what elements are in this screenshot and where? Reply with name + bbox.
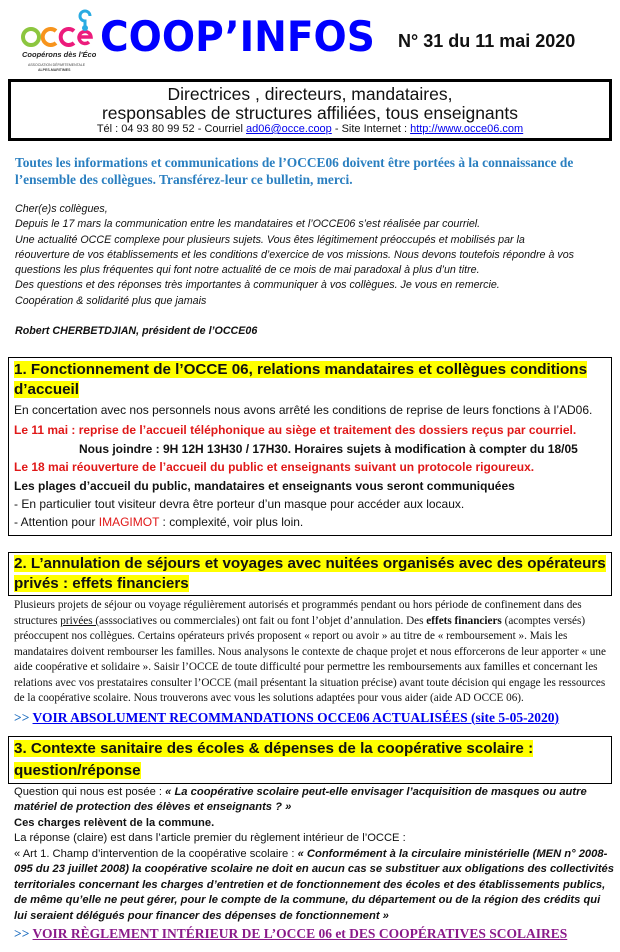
mask-notice: - En particulier tout visiteur devra être porteur d’un masque pour accéder aux locaux. bbox=[14, 497, 465, 512]
arrow-icon: >> bbox=[14, 926, 33, 942]
svg-text:ASSOCIATION DÉPARTEMENTALE: ASSOCIATION DÉPARTEMENTALE bbox=[28, 63, 86, 67]
letter bbox=[15, 202, 612, 309]
email-link[interactable]: ad06@occe.coop bbox=[246, 123, 332, 135]
section-1-heading: 1. Fonctionnement de l’OCCE 06, relations mandataires et collègues conditions d’accueil bbox=[14, 361, 588, 399]
imagimot-notice bbox=[14, 513, 606, 531]
newsletter-title: COOP’INFOS bbox=[100, 12, 375, 61]
reception-notice: Les plages d’accueil du public, mandataires et enseignants vous seront communiquées bbox=[14, 479, 515, 494]
svg-text:ALPES-MARITIMES: ALPES-MARITIMES bbox=[38, 68, 71, 72]
bold-text: effets financiers bbox=[426, 614, 502, 627]
contact-line bbox=[11, 123, 609, 136]
audience-banner bbox=[8, 79, 612, 141]
svg-text:Coopérons dès l'École: Coopérons dès l'École bbox=[22, 50, 96, 59]
phone-reopening-notice: Le 11 mai : reprise de l’accueil téléphonique au siège et traitement des dossiers reçus par courriel. bbox=[14, 423, 577, 438]
banner-line-2: responsables de structures affiliées, tous enseignants bbox=[101, 103, 519, 123]
recommendations-link[interactable]: VOIR ABSOLUMENT RECOMMANDATIONS OCCE06 ACTUALISÉES (site 5-05-2020) bbox=[32, 709, 560, 725]
letter-line: réouverture de vos établissements et les conditions d’exercice de vos missions. Nous devons toutefois répondre à vos bbox=[15, 248, 575, 261]
section-3-text bbox=[14, 785, 614, 925]
section-2-heading: 2. L’annulation de séjours et voyages avec nuitées organisés avec des opérateurs privés : effets financiers bbox=[14, 555, 606, 593]
rules-link-row bbox=[14, 925, 614, 942]
issue-number: N° 31 du 11 mai 2020 bbox=[398, 31, 576, 51]
text: Plusieurs projets de séjour ou voyage régulièrement autorisés et programmés pendant ou hors période de confinement dans des structures bbox=[14, 599, 582, 627]
section-1 bbox=[8, 357, 612, 536]
answer: Ces charges relèvent de la commune. bbox=[14, 816, 215, 829]
answer-detail: La réponse (claire) est dans l’article premier du règlement intérieur de l’OCCE : bbox=[14, 832, 406, 845]
internal-rules-link[interactable]: VOIR RÈGLEMENT INTÉRIEUR DE L’OCCE 06 et DES COOPÉRATIVES SCOLAIRES bbox=[32, 926, 568, 942]
article-quote bbox=[14, 847, 614, 925]
question bbox=[14, 785, 614, 816]
letter-line: Coopération & solidarité plus que jamais bbox=[15, 294, 207, 307]
masthead bbox=[0, 0, 620, 146]
arrow-icon: >> bbox=[14, 709, 33, 725]
letter-line: questions les plus fréquentes qui font notre actualité de ce mois de mai paradoxal à plus d’un titre. bbox=[15, 264, 480, 277]
intro-notice: Toutes les informations et communications de l’OCCE06 doivent être portées à la connaissance de l’ensemble des collègues. Transférez-leur ce bulletin, merci. bbox=[15, 155, 574, 187]
text: - Attention pour bbox=[14, 515, 99, 530]
section-1-text: En concertation avec nos personnels nous avons arrêté les conditions de reprise de leurs fonctions à l’AD06. bbox=[14, 403, 593, 418]
content bbox=[0, 146, 620, 952]
section-2-header bbox=[8, 552, 612, 596]
public-reopening-notice: Le 18 mai réouverture de l’accueil du public et enseignants suivant un protocole rigoureux. bbox=[14, 460, 535, 475]
phone: Tél : 04 93 80 99 52 - Courriel bbox=[96, 123, 247, 135]
section-3-heading: 3. Contexte sanitaire des écoles & dépenses de la coopérative scolaire : question/réponse bbox=[14, 739, 534, 779]
text: Question qui nous est posée : bbox=[14, 785, 166, 798]
underlined-text: privées ( bbox=[60, 614, 100, 627]
banner-line-1: Directrices , directeurs, mandataires, bbox=[167, 84, 453, 104]
letter-line: Cher(e)s collègues, bbox=[15, 203, 108, 215]
text: « Art 1. Champ d’intervention de la coopérative scolaire : bbox=[14, 847, 298, 860]
section-3-header bbox=[8, 736, 612, 784]
recommendations-link-row bbox=[14, 709, 614, 726]
text: : complexité, voir plus loin. bbox=[159, 515, 304, 530]
imagimot-label: IMAGIMOT bbox=[98, 515, 160, 530]
text: (acomptes versés) préoccupent nos collègues. Certains opérateurs privés proposent « report ou avoir » au titre de « remboursement ». Mais les mandataires doivent rembourser les familles. Nous analysons le contexte de chaque projet et nous efforcerons de leur apporter « une aide coopérative et solidaire ». Saisir l’OCCE de toute difficulté pour permettre les remboursements aux familles et concernant les relations avec vos prestataires consulter l’OCCE (mail présentant la situation précise) avant toute décision qui engage les ressources de la coopérative scolaire. Nous trouverons avec vous les solutions adaptées pour vous aider (aide AD OCCE 06). bbox=[14, 614, 606, 705]
letter-line: Des questions et des réponses très importantes à communiquer à vos collègues. Je vous en remercie. bbox=[15, 279, 500, 292]
article-text: « Conformément à la circulaire ministérielle (MEN n° 2008-095 du 23 juillet 2008) la coopérative scolaire ne doit en aucun cas se substituer aux obligations des collectivités territoriales concernant les charges d’entretien et de fonctionnement des écoles et des établissements publics, de même qu’elle ne peut gérer, pour le compte de la commune, du département ou de la région des crédits qui lui seraient délégués pour financer des dépenses de fonctionnement » bbox=[14, 847, 614, 922]
text: asssociatives ou commerciales) ont fait ou font l’objet d’annulation. Des bbox=[99, 614, 427, 627]
site-label: - Site Internet : bbox=[331, 123, 411, 135]
signature: Robert CHERBETDJIAN, président de l’OCCE06 bbox=[15, 325, 258, 338]
website-link[interactable]: http://www.occe06.com bbox=[410, 123, 524, 135]
contact-hours: Nous joindre : 9H 12H 13H30 / 17H30. Horaires sujets à modification à compter du 18/05 bbox=[79, 442, 578, 457]
letter-line: Une actualité OCCE complexe pour plusieurs sujets. Vous êtes légitimement préoccupés et mobilisés par la bbox=[15, 233, 525, 246]
question-text: « La coopérative scolaire peut-elle envisager l’acquisition de masques ou autre matériel de protection des élèves et enseignants ? » bbox=[14, 785, 587, 814]
section-2-text bbox=[14, 598, 614, 707]
occe-logo bbox=[18, 8, 96, 74]
letter-line: Depuis le 17 mars la communication entre les mandataires et l’OCCE06 s’est réalisée par courriel. bbox=[15, 218, 481, 231]
